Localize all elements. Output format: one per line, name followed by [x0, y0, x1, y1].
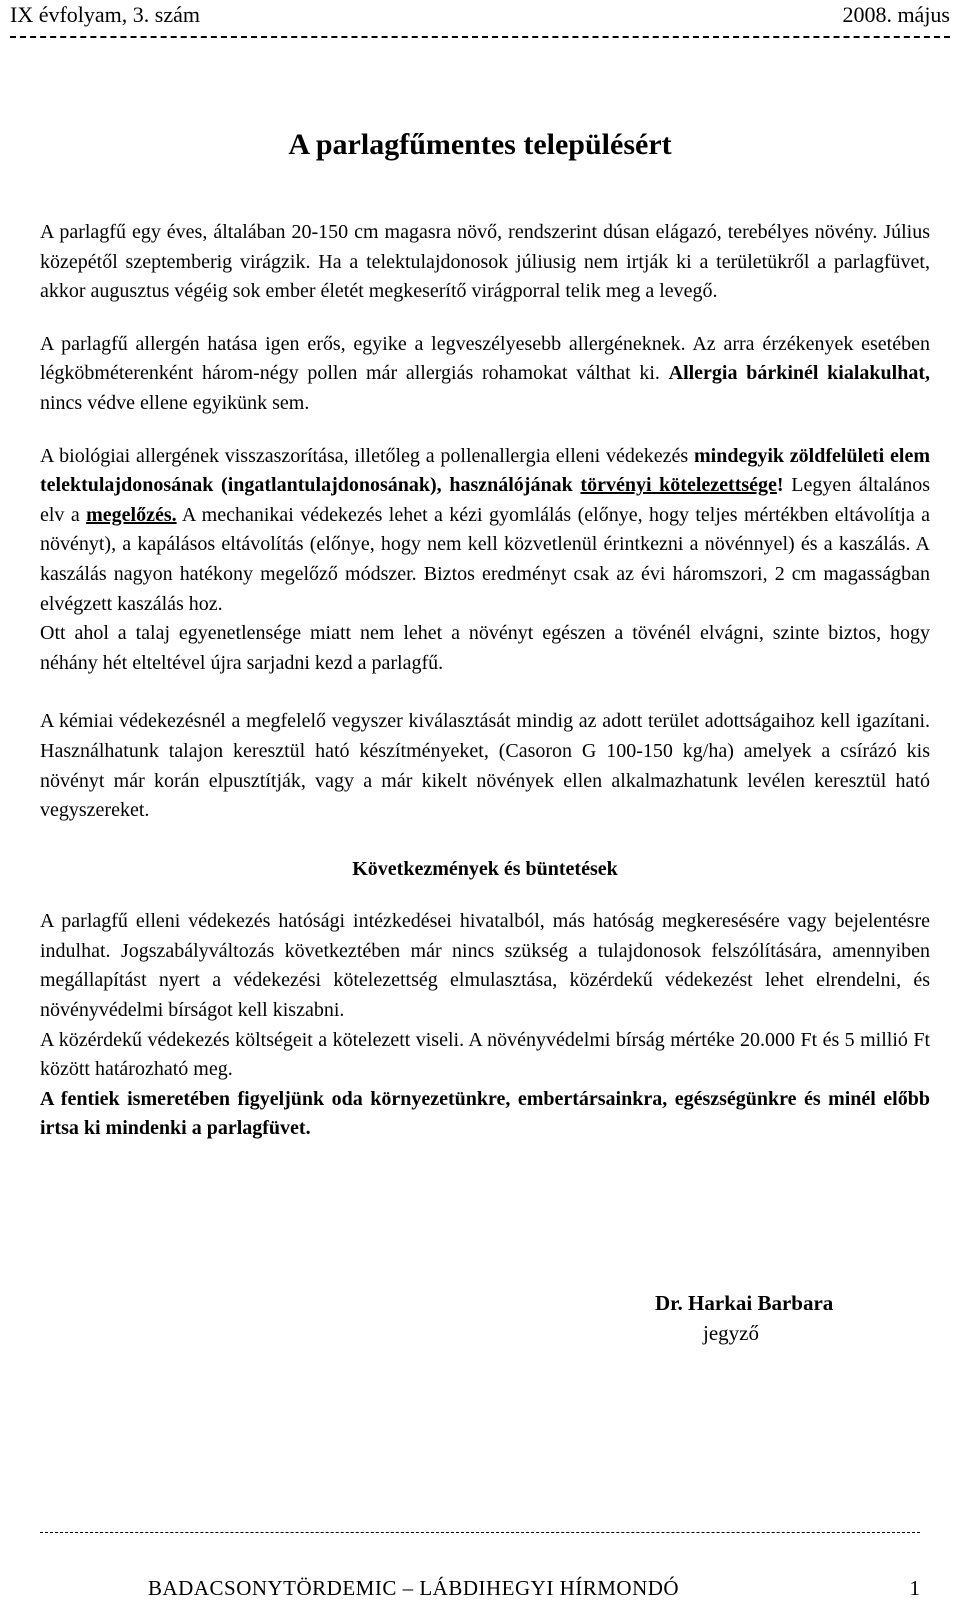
paragraph-consequences: A parlagfű elleni védekezés hatósági intézkedései hivatalból, más hatóság megkeresésére vagy bejelentésre indulhat. Jogszabályváltozás következtében már nincs szükség a tulajdonosok felszólítására, amennyiben megállapítást nyert a védekezési kötelezettség elmulasztása, közérdekű védekezést lehet elrendelni, és növényvédelmi bírságot kell kiszabni.: [40, 910, 930, 1022]
date-label: 2008. május: [842, 2, 950, 27]
paragraph-closing: A fentiek ismeretében figyeljünk oda környezetünkre, embertársainkra, egészségünkre és minél előbb irtsa ki mindenki a parlagfüvet.: [40, 1087, 930, 1140]
page-header: [10, 0, 950, 40]
paragraph-soil: Ott ahol a talaj egyenetlensége miatt nem lehet a növényt egészen a tövénél elvágni, szinte biztos, hogy néhány hét elteltével újra sarjadni kezd a parlagfű.: [40, 622, 930, 674]
issue-label: IX évfolyam, 3. szám: [10, 2, 200, 27]
article-body: [40, 218, 930, 1144]
publication-name: BADACSONYTÖRDEMIC – LÁBDIHEGYI HÍRMONDÓ: [148, 1576, 680, 1600]
section-subtitle: Következmények és büntetések: [352, 857, 618, 880]
emphasis-obligation: törvényi kötelezettsége: [580, 474, 777, 497]
paragraph-costs: A közérdekű védekezés költségeit a kötelezett viseli. A növényvédelmi bírság mértéke 20.000 Ft és 5 millió Ft között határozható meg.: [40, 1028, 930, 1081]
emphasis-allergy: Allergia bárkinél kialakulhat,: [668, 362, 930, 385]
article-title: A parlagfűmentes településért: [288, 128, 672, 161]
paragraph-intro: A parlagfű egy éves, általában 20-150 cm magasra növő, rendszerint dúsan elágazó, terebélyes növény. Július közepétől szeptemberig virágzik. Ha a telektulajdonosok júliusig nem irtják ki a területükről a parlagfüvet, akkor augusztus végéig sok ember életét megkeserítő virágporral telik meg a levegő.: [40, 221, 930, 303]
emphasis-prevention: megelőzés.: [86, 503, 177, 526]
paragraph-allergen: A parlagfű allergén hatása igen erős, egyike a legveszélyesebb allergéneknek. Az arra érzékenyek esetében légköbméterenként három-négy pollen már allergiás rohamokat válthat ki. Allergia bárkinél kialakulhat, nincs védve ellene egyikünk sem.: [40, 332, 930, 414]
page-number: 1: [909, 1576, 920, 1600]
paragraph-protection: A biológiai allergének visszaszorítása, illetőleg a pollenallergia elleni védekezés mindegyik zöldfelületi elem telektulajdonosának (ingatlantulajdonosának), használójának törvényi kötelezettsége! Legyen általános elv a megelőzés. A mechanikai védekezés lehet a kézi gyomlálás (előnye, hogy teljes mértékben eltávolítja a növényt), a kapálásos eltávolítás (előnye, hogy nem kell közvetlenül érintkezni a növénnyel) és a kaszálás. A kaszálás nagyon hatékony megelőző módszer. Biztos eredményt csak az évi háromszori, 2 cm magasságban elvégzett kaszálás hoz.: [40, 444, 931, 615]
signature-name: Dr. Harkai Barbara: [655, 1291, 834, 1315]
signature-role: jegyző: [703, 1321, 759, 1345]
footer-divider: [40, 1532, 920, 1533]
paragraph-chemical: A kémiai védekezésnél a megfelelő vegyszer kiválasztását mindig az adott terület adottságaihoz kell igazítani. Használhatunk talajon keresztül ható készítményeket, (Casoron G 100-150 kg/ha) amelyek a csírázó kis növényt már korán elpusztítják, vagy a már kikelt növények ellen alkalmazhatunk levélen keresztül ható vegyszereket.: [40, 710, 930, 822]
header-divider: [10, 36, 950, 38]
